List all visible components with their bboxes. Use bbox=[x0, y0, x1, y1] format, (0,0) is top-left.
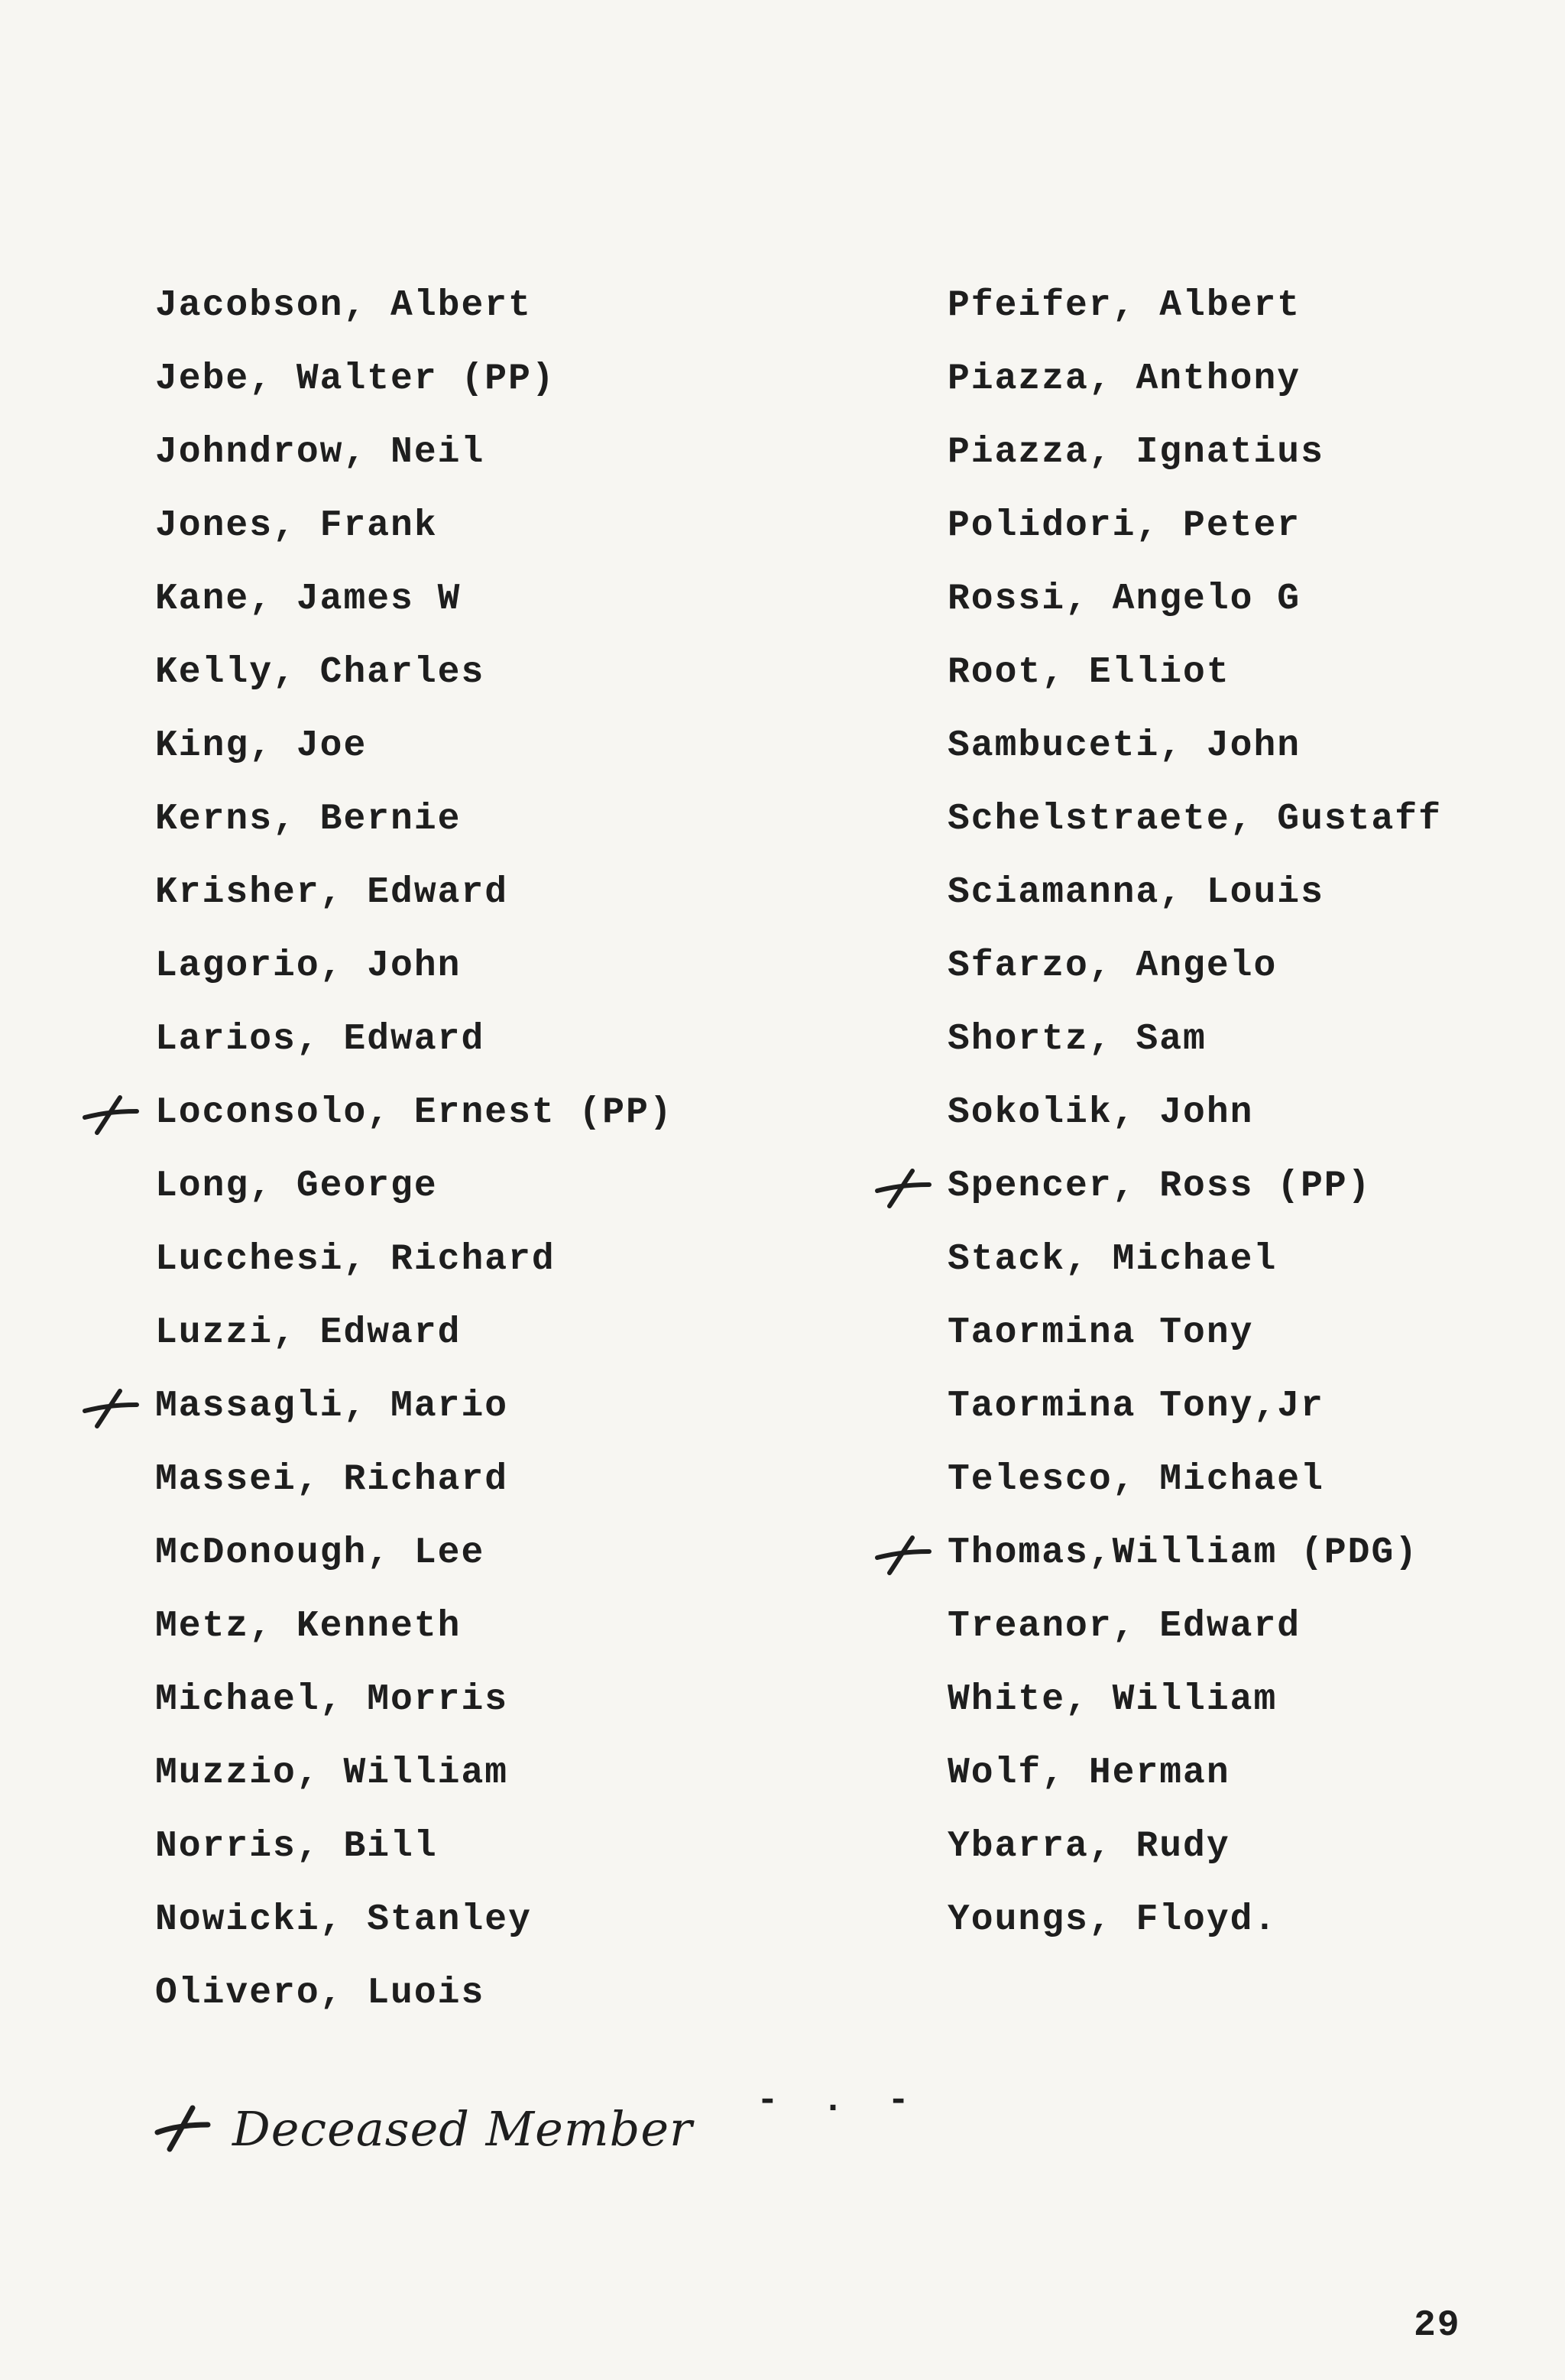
member-entry bbox=[155, 1018, 673, 1091]
member-entry bbox=[155, 1238, 673, 1312]
member-name: Luzzi, Edward bbox=[155, 1312, 462, 1354]
cross-mark-icon bbox=[874, 1533, 935, 1576]
member-entry bbox=[948, 871, 1442, 945]
member-entry bbox=[948, 725, 1442, 798]
member-name: Johndrow, Neil bbox=[155, 432, 485, 473]
member-entry bbox=[948, 284, 1442, 358]
member-entry bbox=[155, 1972, 673, 2045]
cross-mark-icon bbox=[82, 1386, 143, 1429]
member-entry bbox=[155, 1605, 673, 1678]
member-entry bbox=[948, 1605, 1442, 1678]
member-entry bbox=[155, 1898, 673, 1972]
member-entry bbox=[948, 358, 1442, 431]
member-name: Ybarra, Rudy bbox=[948, 1826, 1230, 1867]
member-entry bbox=[948, 1752, 1442, 1825]
member-entry bbox=[155, 1312, 673, 1385]
member-name: White, William bbox=[948, 1679, 1278, 1720]
member-name: Long, George bbox=[155, 1166, 438, 1207]
member-entry bbox=[948, 1312, 1442, 1385]
member-name: Treanor, Edward bbox=[948, 1606, 1301, 1647]
member-name: King, Joe bbox=[155, 725, 368, 767]
member-name: Lagorio, John bbox=[155, 945, 462, 987]
member-entry bbox=[948, 1238, 1442, 1312]
cross-mark-icon bbox=[153, 2102, 214, 2155]
member-name: Root, Elliot bbox=[948, 652, 1230, 693]
member-name: Sciamanna, Louis bbox=[948, 872, 1324, 913]
member-entry bbox=[948, 1825, 1442, 1898]
member-name: Stack, Michael bbox=[948, 1239, 1278, 1280]
member-name: Wolf, Herman bbox=[948, 1753, 1230, 1794]
member-entry bbox=[948, 504, 1442, 578]
member-name: Sfarzo, Angelo bbox=[948, 945, 1278, 987]
member-entry bbox=[155, 1678, 673, 1752]
member-name: Piazza, Ignatius bbox=[948, 432, 1324, 473]
member-name: Taormina Tony,Jr bbox=[948, 1386, 1324, 1427]
member-entry bbox=[948, 431, 1442, 504]
member-entry bbox=[948, 1532, 1442, 1605]
member-entry bbox=[948, 1091, 1442, 1165]
member-name: Muzzio, William bbox=[155, 1753, 509, 1794]
member-entry bbox=[948, 1898, 1442, 1972]
member-entry bbox=[948, 1458, 1442, 1532]
member-entry bbox=[155, 651, 673, 725]
member-name: Jacobson, Albert bbox=[155, 285, 532, 326]
member-entry bbox=[155, 1458, 673, 1532]
member-name: Massei, Richard bbox=[155, 1459, 509, 1500]
legend-label: Deceased Member bbox=[232, 2100, 693, 2157]
member-name: Norris, Bill bbox=[155, 1826, 438, 1867]
member-name: Taormina Tony bbox=[948, 1312, 1254, 1354]
member-entry bbox=[948, 1385, 1442, 1458]
member-entry bbox=[155, 1165, 673, 1238]
member-entry bbox=[155, 1532, 673, 1605]
member-list-right bbox=[948, 284, 1442, 1972]
member-name: Larios, Edward bbox=[155, 1019, 485, 1060]
member-entry bbox=[948, 798, 1442, 871]
member-name: Youngs, Floyd. bbox=[948, 1899, 1278, 1941]
cross-mark-icon bbox=[874, 1166, 935, 1209]
member-name: Olivero, Luois bbox=[155, 1973, 485, 2014]
member-name: Michael, Morris bbox=[155, 1679, 509, 1720]
member-entry bbox=[948, 578, 1442, 651]
member-name: Sokolik, John bbox=[948, 1092, 1254, 1133]
member-list-left bbox=[155, 284, 673, 2045]
member-entry bbox=[948, 1018, 1442, 1091]
member-entry bbox=[155, 284, 673, 358]
member-entry bbox=[155, 798, 673, 871]
member-name: Jones, Frank bbox=[155, 505, 438, 546]
member-entry bbox=[155, 1385, 673, 1458]
cross-mark-icon bbox=[82, 1093, 143, 1136]
member-name: Spencer, Ross (PP) bbox=[948, 1166, 1372, 1207]
member-name: Pfeifer, Albert bbox=[948, 285, 1301, 326]
member-name: Sambuceti, John bbox=[948, 725, 1301, 767]
member-entry bbox=[155, 1825, 673, 1898]
member-entry bbox=[948, 1165, 1442, 1238]
member-name: Piazza, Anthony bbox=[948, 358, 1301, 400]
member-entry bbox=[155, 945, 673, 1018]
member-name: Massagli, Mario bbox=[155, 1386, 509, 1427]
member-name: Krisher, Edward bbox=[155, 872, 509, 913]
member-entry bbox=[155, 1091, 673, 1165]
member-entry bbox=[948, 1678, 1442, 1752]
member-entry bbox=[155, 504, 673, 578]
member-name: Kerns, Bernie bbox=[155, 799, 462, 840]
member-name: Jebe, Walter (PP) bbox=[155, 358, 556, 400]
member-name: Telesco, Michael bbox=[948, 1459, 1324, 1500]
member-entry bbox=[155, 431, 673, 504]
member-name: Kane, James W bbox=[155, 579, 462, 620]
page-number: 29 bbox=[1414, 2305, 1461, 2346]
member-entry bbox=[155, 578, 673, 651]
member-entry bbox=[948, 945, 1442, 1018]
member-name: Polidori, Peter bbox=[948, 505, 1301, 546]
member-entry bbox=[155, 725, 673, 798]
member-name: Metz, Kenneth bbox=[155, 1606, 462, 1647]
section-divider: - . - bbox=[757, 2080, 921, 2122]
member-name: Kelly, Charles bbox=[155, 652, 485, 693]
member-name: Thomas,William (PDG) bbox=[948, 1532, 1419, 1574]
member-name: Schelstraete, Gustaff bbox=[948, 799, 1442, 840]
member-name: Rossi, Angelo G bbox=[948, 579, 1301, 620]
member-name: Nowicki, Stanley bbox=[155, 1899, 532, 1941]
member-entry bbox=[155, 871, 673, 945]
member-entry bbox=[948, 651, 1442, 725]
member-name: Shortz, Sam bbox=[948, 1019, 1207, 1060]
member-name: McDonough, Lee bbox=[155, 1532, 485, 1574]
member-entry bbox=[155, 358, 673, 431]
member-name: Lucchesi, Richard bbox=[155, 1239, 556, 1280]
legend bbox=[153, 2094, 693, 2163]
member-name: Loconsolo, Ernest (PP) bbox=[155, 1092, 673, 1133]
member-entry bbox=[155, 1752, 673, 1825]
